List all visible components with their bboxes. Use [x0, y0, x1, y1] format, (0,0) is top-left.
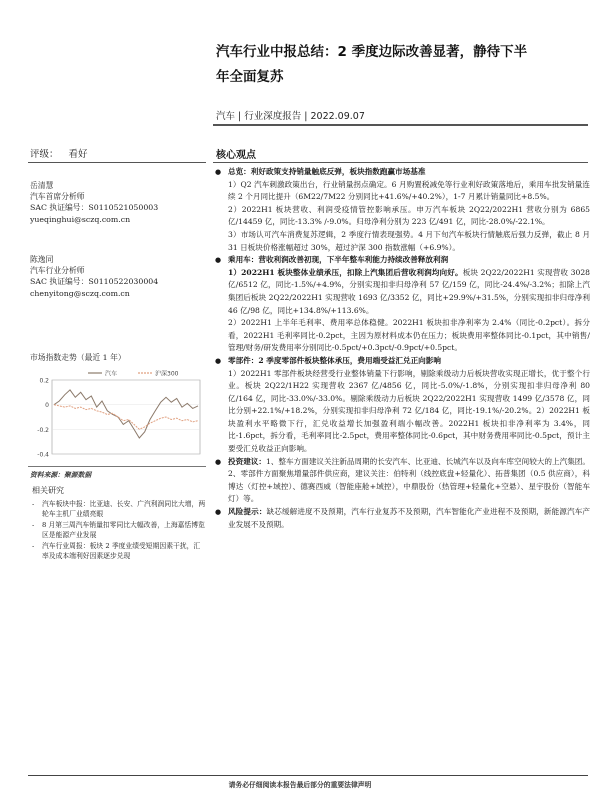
y-tick-label: -0.4: [37, 451, 49, 459]
point-heading: 乘用车：营收利润改善初现，下半年整车利能力持续改善释放利润: [228, 255, 449, 265]
point-paragraph: 1）Q2 汽车刺激政策出台，行业销量拐点确定。6 月购置税减免等行业利好政策落地后，乘用车批发销量连续 2 个月同比提升（6M22/7M22 分别同比+41.6%/+40.2%），1-7 月累计销量同比+8.5%。: [228, 179, 590, 202]
point-paragraph: 3）市场认可汽车消费复苏逻辑，2 季度行情表现强势。4 月下旬汽车板块行情触底后强力反弹，截止 8 月 31 日板块价格涨幅超过 30%，超过沪深 300 指数涨幅（+6.9%）。: [228, 229, 590, 252]
legend-label: 沪深300: [155, 370, 179, 378]
y-tick-label: 0: [45, 402, 49, 410]
point-paragraph: 缺芯缓解进度不及预期，汽车行业复苏不及预期，汽车智能化产业进程不及预期，新能源汽车产业发展不及预期。: [228, 507, 591, 529]
analyst-email[interactable]: yueqinghui@sczq.com.cn: [30, 214, 131, 224]
point-heading: 零部件：2 季度零部件板块整体承压，费用端受益汇兑正向影响: [228, 355, 441, 365]
y-tick-label: 0.2: [39, 377, 49, 385]
point-passenger-cars: [212, 254, 590, 355]
analyst-name: 岳清慧: [30, 181, 54, 190]
series-line: [54, 405, 198, 430]
point-heading: 总览：利好政策支持销量触底反弹，板块指数跑赢市场基准: [228, 167, 426, 176]
related-item[interactable]: - 汽车板块中报：比亚迪、长安、广汽利润同比大增，两轮车主机厂业绩亮眼: [30, 499, 206, 519]
series-line: [54, 390, 198, 438]
point-components: [212, 355, 590, 456]
point-paragraph: 1）2022H1 零部件板块经营受行业整体销量下行影响，剔除乘级动力后板块营收实现正增长，优于整个行业。板块 2Q22/1H22 实现营收 2367 亿/4856 亿，同比-5.0%/-1.8%，分别实现扣非归母净利 80 亿/164 亿，同比-33.0%/-33.0%。剔除乘级动力后板块 2Q22/2022H1 实现营收 1499 亿/3578 亿，同比分别+22.1%/+18.2%，分别实现扣非归母净利 72 亿/184 亿，同比-19.1%/-20.2%。2）2022H1 板块盈利水平略微下行，汇兑收益增长加强盈利端小幅改善。2022H1 板块扣非净利率为 3.4%，同比-1.6pct，拆分看，毛利率同比-2.5pct，费用率整体同比-0.6pct，其中财务费用率同比-0.5pct，预计主要受汇兑收益正向影响。: [228, 368, 590, 454]
point-overview: [212, 166, 590, 254]
analyst-sac: SAC 执证编号：S0110521050003: [30, 203, 159, 213]
chart-svg: [28, 364, 206, 467]
analyst-card: [30, 180, 210, 225]
analyst-card: [30, 254, 210, 299]
core-points: [212, 166, 590, 531]
related-list: [30, 499, 206, 561]
related-item[interactable]: - 汽车行业周报：板块 2 季度业绩受短期因素干扰，汇率及成本端利好因素逐步兑现: [30, 541, 206, 561]
point-subheading: 1）2022H1 板块整体业绩承压，扣除上汽集团后营收利润均向好。: [228, 267, 463, 277]
analyst-role: 汽车行业分析师: [30, 266, 85, 276]
rating-label: 评级：: [30, 149, 59, 160]
point-heading: 风险提示：: [228, 507, 267, 517]
left-divider: [28, 162, 206, 163]
point-paragraph: 板块 2Q22/2022H1 实现营收 3028 亿/6512 亿，同比-1.5%/+4.9%，分别实现扣非归母净利 57 亿/159 亿，同比-24.4%/-3.2%；扣除上汽集团后板块 2Q22/2022H1 实现营收 1693 亿/3352 亿，同比+29.9%/+31.5%，分别实现扣非归母净利 46 亿/98 亿，同比+134.8%/+113.6%。: [228, 267, 590, 315]
analyst-name: 陈逸同: [30, 255, 54, 264]
chart-title: 市场指数走势（最近 1 年）: [30, 353, 126, 362]
legal-footer: 请务必仔细阅读本报告最后部分的重要法律声明: [228, 781, 372, 789]
market-index-chart: [28, 364, 206, 467]
y-tick-label: -0.2: [37, 426, 49, 434]
related-item[interactable]: - 8 月第三周汽车销量扣零同比大幅改善，上海嘉恬博览区是能源产业发展: [30, 520, 206, 540]
point-risk: [212, 506, 590, 531]
analyst-sac: SAC 执证编号：S0110522030004: [30, 277, 159, 287]
report-title-line2: 年全面复苏: [216, 69, 284, 85]
related-heading: 相关研究: [32, 486, 64, 495]
point-paragraph: 2）2022H1 板块营收、利润受疫情管控影响承压。申万汽车板块 2Q22/2022H1 营收分别为 6865 亿/14459 亿，同比-13.3% /-9.0%。归母净利分别为 223 亿/491 亿，同比-28.0%/-22.1%。: [228, 204, 590, 227]
report-title-line1: 汽车行业中报总结：2 季度边际改善显著，静待下半: [216, 44, 528, 60]
point-paragraph: 1、整车方面建议关注新品周期的长安汽车、比亚迪、长城汽车以及向车库空间较大的上汽集团。2、零部件方面聚焦增量部件供应商，建议关注：伯特利（线控底盘+轻量化）、拓普集团（0.5 供应商），科博达（灯控+域控）、德赛西威（智能座舱+域控），中鼎股份（热管理+轻量化+空悬）、星宇股份（智能车灯）等。: [228, 456, 591, 504]
plot-frame: [52, 380, 200, 454]
analyst-role: 汽车首席分析师: [30, 192, 85, 202]
header-divider: [213, 124, 588, 126]
rating-value: 看好: [68, 149, 88, 160]
related-research: [30, 486, 206, 562]
chart-source: 资料来源：聚源数据: [30, 471, 92, 479]
point-paragraph: 2）2022H1 上半年毛利率、费用率总体稳健。2022H1 板块扣非净利率为 2.4%（同比-0.2pct）。拆分看，2022H1 毛利率同比-0.2pct，主因为原材料成本仍在压力；板块费用率整体同比-0.1pct，其中销售/管理/财务/研发费用率分别同比-0.5pct/+0.3pct/-0.9pct/+0.5pct。: [228, 318, 590, 353]
point-investment: [212, 456, 590, 506]
report-title: [216, 40, 586, 90]
right-divider: [213, 162, 588, 163]
point-heading: 投资建议：: [228, 456, 266, 466]
core-heading: 核心观点: [216, 150, 256, 161]
legend-label: 汽车: [105, 370, 118, 378]
chart-divider: [28, 466, 206, 467]
footer-divider: [28, 775, 588, 776]
report-subtitle: 汽车 | 行业深度报告 | 2022.09.07: [216, 111, 365, 122]
rating: [30, 146, 205, 160]
analyst-email[interactable]: chenyitong@sczq.com.cn: [30, 288, 130, 298]
